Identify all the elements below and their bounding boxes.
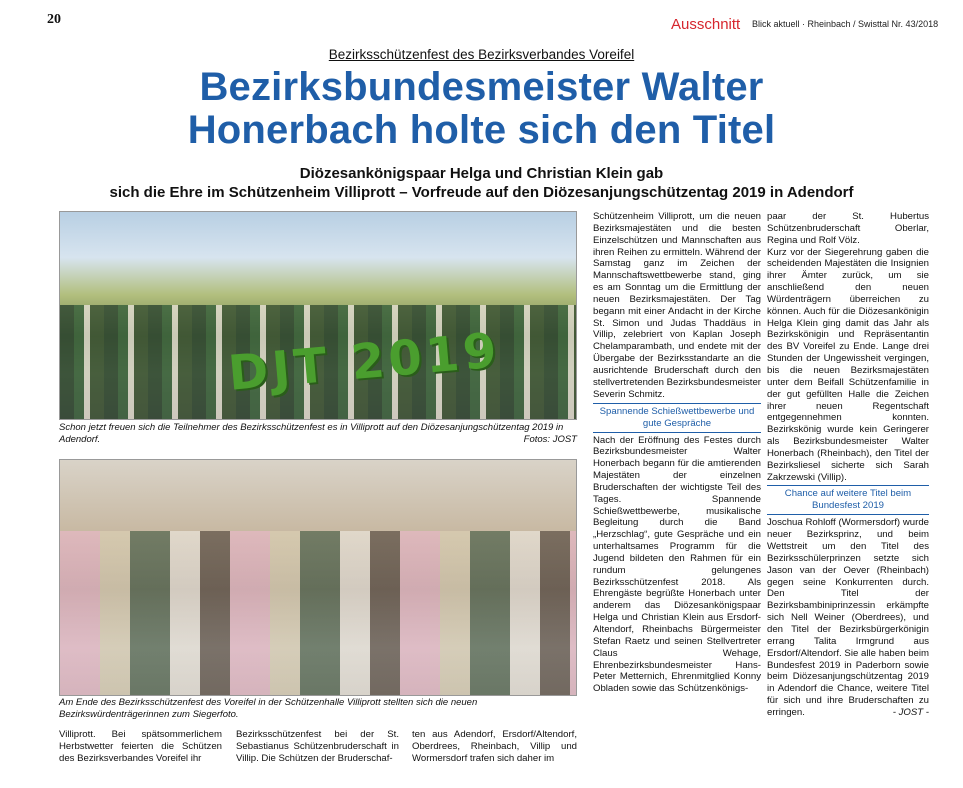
- col4-paragraph-1: paar der St. Hubertus Schützenbruderschaft Oberlar, Regina und Rolf Völz.: [767, 211, 929, 246]
- article-signature: - JOST -: [892, 706, 929, 718]
- djt-banner: DJT 2019: [226, 322, 503, 402]
- page-number: 20: [47, 12, 61, 27]
- body-col-3: [593, 211, 761, 695]
- photo-caption-2: Am Ende des Bezirksschützenfest des Voreifel in der Schützenhalle Villiprott stellten sich die neuen Bezirkswürdenträgerinnen zum Siegerfoto.: [59, 697, 478, 720]
- winners-photo: [59, 459, 577, 696]
- photo-credit: Fotos: JOST: [523, 434, 577, 445]
- group-photo-djt: [59, 211, 577, 420]
- ausschnitt-label: Ausschnitt: [671, 16, 741, 33]
- subheadline-line-2: sich die Ehre im Schützenheim Villiprott – Vorfreude auf den Diözesanjungschützentag 2019 in Adendorf: [109, 184, 854, 201]
- article-subheadline: [40, 164, 923, 202]
- subheadline-line-1: Diözesankönigspaar Helga und Christian Klein gab: [299, 165, 664, 182]
- headline-line-2: Honerbach holte sich den Titel: [187, 108, 776, 152]
- photo-winners-group: [60, 531, 576, 696]
- photo-caption-1: [59, 422, 577, 446]
- body-col-4: [767, 211, 929, 719]
- section-heading-2: Chance auf weitere Titel beim Bundesfest 2019: [767, 485, 929, 515]
- article-headline: [0, 66, 963, 152]
- kicker-text: Bezirksschützenfest des Bezirksverbandes Voreifel: [328, 47, 635, 62]
- col4-paragraph-2: Kurz vor der Siegerehrung gaben die scheidenden Majestäten die Insignien ihrer Ämter zurück, um sie anschließend den neuen Würdenträgern überreichen zu können. Auch für die Diözesankönigin Helga Klein ging damit das Jahr als Bezirkskönigin und Repräsentantin des BV Voreifel zu Ende. Lange drei Stunden der Ungewissheit vergingen, bis die neuen Bezirksmajestäten unter dem Beifall Schützenfamilie in der gut gefüllten Halle die Zeichen ihrer neuen Regentschaft entgegennehmen konnten. Bezirkskönig wurde kein Geringerer als Bezirksbundesmeister Walter Honerbach (Rheinbach), den Titel der Bezirksliesel sicherte sich Sarah Zakrzewski (Villip).: [767, 246, 929, 483]
- article-kicker: [0, 47, 963, 62]
- col4-paragraph-3: [767, 517, 929, 718]
- body-bottom-col-2: Bezirksschützenfest bei der St. Sebastianus Schützenbruderschaft in Villip. Die Schützen der Bruderschaf-: [236, 729, 399, 764]
- body-bottom-col-3: ten aus Adendorf, Ersdorf/Altendorf, Oberdrees, Rheinbach, Villip und Wormersdorf trafen sich daher im: [412, 729, 577, 764]
- headline-line-1: Bezirksbundesmeister Walter: [199, 65, 764, 109]
- edition-info: Blick aktuell · Rheinbach / Swisttal Nr. 43/2018: [752, 19, 939, 29]
- col3-paragraph-1: Schützenheim Villiprott, um die neuen Bezirksmajestäten und die besten Einzelschützen und Mannschaften aus ihren Reihen zu ermitteln. Während der Samstag ganz im Zeichen der Mannschaftswettbewerbe stand, ging es am Sonntag um die Ermittlung der neuen Bezirksmajestäten. Der Tag begann mit einer Andacht in der Kirche St. Simon und Judas Thaddäus in Villip, zelebriert von Kaplan Joseph Chelamparambath, und endete mit der Übergabe der Bezirksstandarte an die ausrichtende Bruderschaft durch den stellvertretenden Bezirksbundesmeister Severin Schmitz.: [593, 211, 761, 400]
- col3-paragraph-2: Nach der Eröffnung des Festes durch Bezirksbundesmeister Walter Honerbach begann für die amtierenden Majestäten der einzelnen Bruderschaften der wichtigste Teil des Tages. Spannende Schießwettbewerbe, musikalische Begleitung durch die Band „Herzschlag“, gute Gespräche und ein unterhaltsames Programm für die Jugend bildeten den Rahmen für ein rundum gelungenes Bezirksschützenfest 2018. Als Ehrengäste begrüßte Honerbach unter anderem das Diözesankönigspaar Helga und Christian Klein aus Ersdorf-Altendorf, Rheinbachs Bürgermeister Stefan Raetz und seinen Stellvertreter Claus Wehage, Ehrenbezirksbundesmeister Hans-Peter Metternich, Ehrenmitglied Konny Obladen sowie das Schützenkönigs-: [593, 434, 761, 695]
- col4-paragraph-3-text: Joschua Rohloff (Wormersdorf) wurde neuer Bezirksprinz, und beim Wettstreit um den Titel des Bezirksschülerprinzen setzte sich Jason van der Oever (Rheinbach) gegen seine Konkurrenten durch. Den Titel der Bezirksbambiniprinzessin erkämpfte sich Nell Weiner (Oberdrees), und den Titel der Bezirksbürgerkönigin errang Talita Irmgrund aus Ersdorf/Altendorf. Sie alle haben beim Bundesfest 2019 in Paderborn sowie beim Diözesanjungschützentag 2019 in Adendorf die Chance, weitere Titel für sich und ihre Bruderschaften zu erringen.: [767, 517, 929, 718]
- body-bottom-col-1: Villiprott. Bei spätsommerlichem Herbstwetter feierten die Schützen des Bezirksverbandes Voreifel ihr: [59, 729, 222, 764]
- caption-1-text: Schon jetzt freuen sich die Teilnehmer des Bezirksschützenfest es in Villiprott auf den Diözesanjungschützentag 2019 in Adendorf.: [59, 422, 564, 445]
- section-heading-1: Spannende Schießwettbewerbe und gute Gespräche: [593, 403, 761, 433]
